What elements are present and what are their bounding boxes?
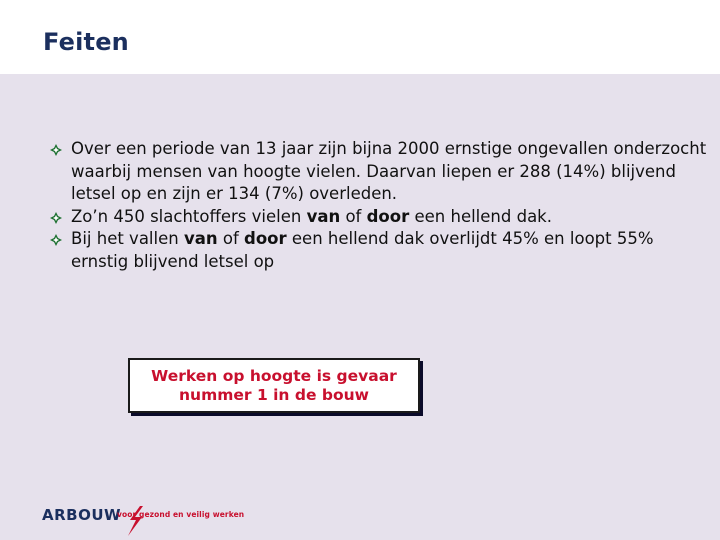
bullet-text-3a: Bij het vallen <box>71 229 184 248</box>
bullet-item-1 <box>50 138 710 206</box>
bullet-text-2-bold-van: van <box>306 206 341 226</box>
bullet-text-2b: of <box>340 206 367 226</box>
diamond-bullet-icon <box>50 144 62 156</box>
header <box>0 0 720 74</box>
footer <box>0 488 720 540</box>
bullet-text-1: Over een periode van 13 jaar zijn bijna 2000 ernstige ongevallen onderzocht waarbij mensen van hoogte vielen. Daarvan liepen er 288 (14%) blijvend letsel op en zijn er 134 (7%) overleden. <box>71 139 707 203</box>
bullet-text-2-bold-door: door <box>366 206 410 226</box>
callout-line-2: nummer 1 in de bouw <box>179 385 369 404</box>
callout-box <box>128 358 420 413</box>
callout-line-1: Werken op hoogte is gevaar <box>151 366 397 385</box>
arbouw-logo <box>42 504 122 528</box>
bullet-item-3 <box>50 228 710 273</box>
diamond-bullet-icon <box>50 212 62 224</box>
bullet-text-2a: Zo’n 450 slachtoffers vielen <box>71 206 307 226</box>
bullet-item-2 <box>50 206 710 229</box>
bullet-text-3-bold-door: door <box>244 229 287 248</box>
bullet-text-2c: een hellend dak. <box>409 206 552 226</box>
diamond-bullet-icon <box>50 234 62 246</box>
bullet-list <box>50 138 710 273</box>
bullet-text-3c: een hellend dak overlijdt 45% en loopt 55% ernstig blijvend letsel op <box>71 229 654 271</box>
page-title: Feiten <box>43 28 129 56</box>
bullet-text-3-bold-van: van <box>183 229 218 248</box>
logo-text: ARBOUW <box>42 506 122 524</box>
bullet-text-3b: of <box>217 229 245 248</box>
footer-tagline: voor gezond en veilig werken <box>117 510 245 519</box>
